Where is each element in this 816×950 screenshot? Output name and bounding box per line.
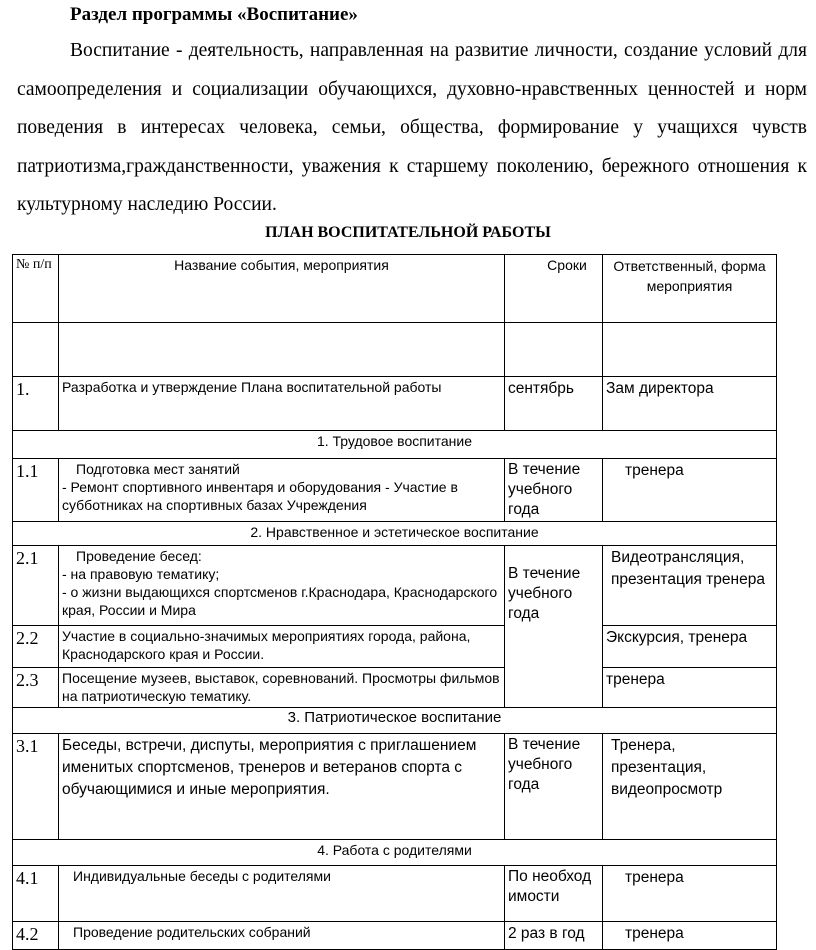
row-name: [59, 546, 505, 626]
row-name-line: - на правовую тематику;: [62, 566, 220, 582]
table-row: [13, 922, 777, 950]
section-title: 3. Патриотическое воспитание: [13, 708, 777, 734]
table-row: [13, 626, 777, 668]
row-responsible: Зам директора: [603, 377, 777, 431]
empty-cell: [505, 323, 603, 377]
row-num: 4.1: [13, 866, 59, 922]
row-dates: По необходимости: [505, 866, 603, 922]
table-row: [13, 668, 777, 708]
section-title: 4. Работа с родителями: [13, 840, 777, 866]
section-title: 1. Трудовое воспитание: [13, 431, 777, 459]
header-dates: Сроки: [505, 255, 603, 323]
row-num: 1.: [13, 377, 59, 431]
empty-cell: [13, 323, 59, 377]
row-name: Индивидуальные беседы с родителями: [59, 866, 505, 922]
table-row: [13, 546, 777, 626]
row-name-line: - Ремонт спортивного инвентаря и оборудования - Участие в субботниках на спортивных базах Учреждения: [62, 479, 458, 513]
row-name: Беседы, встречи, диспуты, мероприятия с приглашением именитых спортсменов, тренеров и ветеранов спорта с обучающимися и иные мероприятия.: [59, 734, 505, 840]
row-num: 2.1: [13, 546, 59, 626]
section-row: [13, 522, 777, 546]
section-row: [13, 708, 777, 734]
plan-title: ПЛАН ВОСПИТАТЕЛЬНОЙ РАБОТЫ: [265, 224, 551, 241]
section-heading: Раздел программы «Воспитание»: [70, 4, 358, 25]
row-name-line: Проведение бесед:: [76, 548, 202, 564]
row-responsible: Экскурсия, тренера: [603, 626, 777, 668]
row-responsible: тренера: [603, 922, 777, 950]
section-row: [13, 840, 777, 866]
header-responsible: Ответственный, форма мероприятия: [603, 255, 777, 323]
row-num: 3.1: [13, 734, 59, 840]
empty-cell: [59, 323, 505, 377]
section-row: [13, 431, 777, 459]
table-row-empty: [13, 323, 777, 377]
row-responsible: Видеотрансляция, презентация тренера: [603, 546, 777, 626]
row-name: Участие в социально-значимых мероприятиях города, района, Краснодарского края и России.: [59, 626, 505, 668]
row-name: Проведение родительских собраний: [59, 922, 505, 950]
row-num: 1.1: [13, 459, 59, 522]
row-name-line: Подготовка мест занятий: [76, 461, 240, 477]
header-name: Название события, мероприятия: [59, 255, 505, 323]
empty-cell: [603, 323, 777, 377]
row-dates: сентябрь: [505, 377, 603, 431]
table-row: [13, 734, 777, 840]
row-responsible: Тренера, презентация, видеопросмотр: [603, 734, 777, 840]
row-dates: В течение учебного года: [505, 459, 603, 522]
row-name: [59, 459, 505, 522]
table-header-row: [13, 255, 777, 323]
table-row: [13, 459, 777, 522]
table-row: [13, 377, 777, 431]
row-name: Разработка и утверждение Плана воспитательной работы: [59, 377, 505, 431]
row-num: 2.2: [13, 626, 59, 668]
header-num: № п/п: [13, 255, 59, 323]
plan-table: [12, 254, 777, 950]
section-title: 2. Нравственное и эстетическое воспитание: [13, 522, 777, 546]
table-row: [13, 866, 777, 922]
row-name-line: - о жизни выдающихся спортсменов г.Краснодара, Краснодарского края, России и Мира: [62, 584, 498, 618]
row-dates: 2 раз в год: [505, 922, 603, 950]
row-responsible: тренера: [603, 668, 777, 708]
row-name: Посещение музеев, выставок, соревнований. Просмотры фильмов на патриотическую тематику.: [59, 668, 505, 708]
row-responsible: тренера: [603, 459, 777, 522]
row-num: 2.3: [13, 668, 59, 708]
row-dates: В течение учебного года: [505, 734, 603, 840]
intro-paragraph: Воспитание - деятельность, направленная на развитие личности, создание условий для самоопределения и социализации обучающихся, духовно-нравственных ценностей и норм поведения в интересах человека, семьи, общества, формирование у учащихся чувств патриотизма,гражданственности, уважения к старшему поколению, бережного отношения к культурному наследию России.: [17, 40, 807, 215]
row-num: 4.2: [13, 922, 59, 950]
row-responsible: тренера: [603, 866, 777, 922]
row-dates: В течение учебного года: [505, 546, 603, 708]
